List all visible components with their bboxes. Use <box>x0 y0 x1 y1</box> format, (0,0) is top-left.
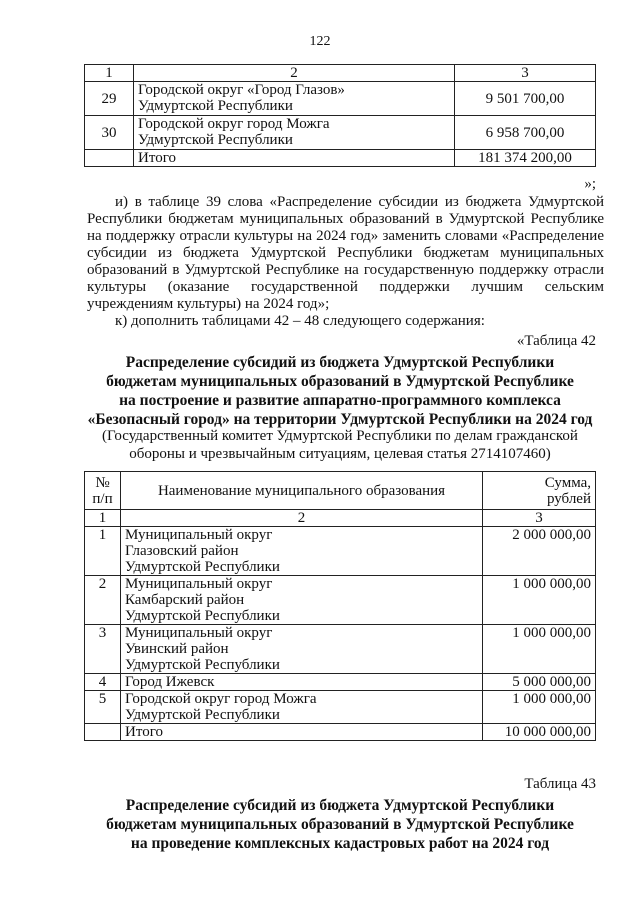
row-name-line: Городской округ город Можга <box>125 691 317 707</box>
title-line: на построение и развитие аппаратно-программного комплекса <box>119 392 561 409</box>
total-empty-cell <box>85 150 134 167</box>
title-line: «Безопасный город» на территории Удмуртской Республики на 2024 год <box>87 411 593 428</box>
row-name-line: Удмуртской Республики <box>125 707 280 723</box>
row-number: 30 <box>85 116 134 150</box>
row-sum: 1 000 000,00 <box>483 625 596 674</box>
row-name-line: Город Ижевск <box>125 674 215 690</box>
table-row <box>85 691 596 724</box>
subtitle-line: обороны и чрезвычайным ситуациям, целевая статья 2714107460) <box>129 446 551 462</box>
row-name <box>121 691 483 724</box>
total-label: Итого <box>121 724 483 741</box>
paragraph-i: и) в таблице 39 слова «Распределение субсидии из бюджета Удмуртской Республики бюджетам муниципальных образований в Удмуртской Республике на поддержку отрасли культуры на 2024 год» заменить словами «Распределение субсидии из бюджета Удмуртской Республики бюджетам муниципальных образований в Удмуртской Республике на государственную поддержку отрасли культуры (оказание государственной поддержки лучшим сельским учреждениям культуры) на 2024 год»; <box>87 194 604 312</box>
paragraph-k: к) дополнить таблицами 42 – 48 следующего содержания: <box>115 313 485 329</box>
title-line: на проведение комплексных кадастровых работ на 2024 год <box>130 835 550 852</box>
table-row <box>85 527 596 576</box>
row-name-line: Удмуртской Республики <box>138 98 293 114</box>
row-number: 2 <box>85 576 121 625</box>
table-row <box>85 116 596 150</box>
table42-title <box>70 353 610 429</box>
row-name <box>121 527 483 576</box>
header-sum-line: Сумма, <box>544 474 591 491</box>
table-row <box>85 576 596 625</box>
table-continuation <box>84 64 596 167</box>
header-sum <box>483 472 596 510</box>
header-sum-line: рублей <box>546 490 591 507</box>
table-header-row <box>85 472 596 510</box>
row-sum: 2 000 000,00 <box>483 527 596 576</box>
table-index-row <box>85 510 596 527</box>
row-name-line: Городской округ город Можга <box>138 116 330 132</box>
row-name <box>121 625 483 674</box>
row-name-line: Удмуртской Республики <box>125 657 280 673</box>
title-line: Распределение субсидий из бюджета Удмуртской Республики <box>125 354 555 371</box>
header-cell: 2 <box>134 65 455 82</box>
row-number: 4 <box>85 674 121 691</box>
table-row <box>85 82 596 116</box>
row-sum: 1 000 000,00 <box>483 576 596 625</box>
row-sum: 9 501 700,00 <box>455 82 596 116</box>
table42-label: «Таблица 42 <box>516 333 596 349</box>
index-cell: 3 <box>483 510 596 527</box>
table-row <box>85 625 596 674</box>
total-label: Итого <box>134 150 455 167</box>
title-line: Распределение субсидий из бюджета Удмуртской Республики <box>125 797 555 814</box>
row-name-line: Удмуртской Республики <box>125 559 280 575</box>
index-cell: 2 <box>121 510 483 527</box>
table-header-row <box>85 65 596 82</box>
table-42 <box>84 471 596 741</box>
row-sum: 5 000 000,00 <box>483 674 596 691</box>
row-name <box>134 82 455 116</box>
total-empty-cell <box>85 724 121 741</box>
header-num <box>85 472 121 510</box>
closing-quote: »; <box>584 176 596 192</box>
row-name-line: Муниципальный округ <box>125 625 273 641</box>
total-sum: 10 000 000,00 <box>483 724 596 741</box>
row-name-line: Камбарский район <box>125 592 245 608</box>
header-cell: 3 <box>455 65 596 82</box>
subtitle-line: (Государственный комитет Удмуртской Республики по делам гражданской <box>102 428 578 444</box>
row-name-line: Муниципальный округ <box>125 527 273 543</box>
title-line: бюджетам муниципальных образований в Удмуртской Республике <box>106 373 574 390</box>
row-name-line: Увинский район <box>125 641 229 657</box>
table43-title <box>70 796 610 853</box>
row-number: 1 <box>85 527 121 576</box>
row-name-line: Муниципальный округ <box>125 576 273 592</box>
row-sum: 6 958 700,00 <box>455 116 596 150</box>
row-number: 3 <box>85 625 121 674</box>
page-number: 122 <box>309 34 331 49</box>
row-name-line: Удмуртской Республики <box>125 608 280 624</box>
title-line: бюджетам муниципальных образований в Удмуртской Республике <box>106 816 574 833</box>
row-name-line: Удмуртской Республики <box>138 132 293 148</box>
header-cell: 1 <box>85 65 134 82</box>
table-total-row <box>85 724 596 741</box>
total-sum: 181 374 200,00 <box>455 150 596 167</box>
table42-subtitle <box>70 427 610 463</box>
row-name <box>134 116 455 150</box>
row-name-line: Глазовский район <box>125 543 239 559</box>
row-number: 29 <box>85 82 134 116</box>
row-number: 5 <box>85 691 121 724</box>
table-row <box>85 674 596 691</box>
row-name <box>121 674 483 691</box>
table43-label: Таблица 43 <box>524 776 596 792</box>
header-name: Наименование муниципального образования <box>121 472 483 510</box>
row-sum: 1 000 000,00 <box>483 691 596 724</box>
table-total-row <box>85 150 596 167</box>
row-name-line: Городской округ «Город Глазов» <box>138 82 345 98</box>
header-num-line: № <box>95 474 110 491</box>
index-cell: 1 <box>85 510 121 527</box>
header-num-line: п/п <box>92 490 113 507</box>
row-name <box>121 576 483 625</box>
